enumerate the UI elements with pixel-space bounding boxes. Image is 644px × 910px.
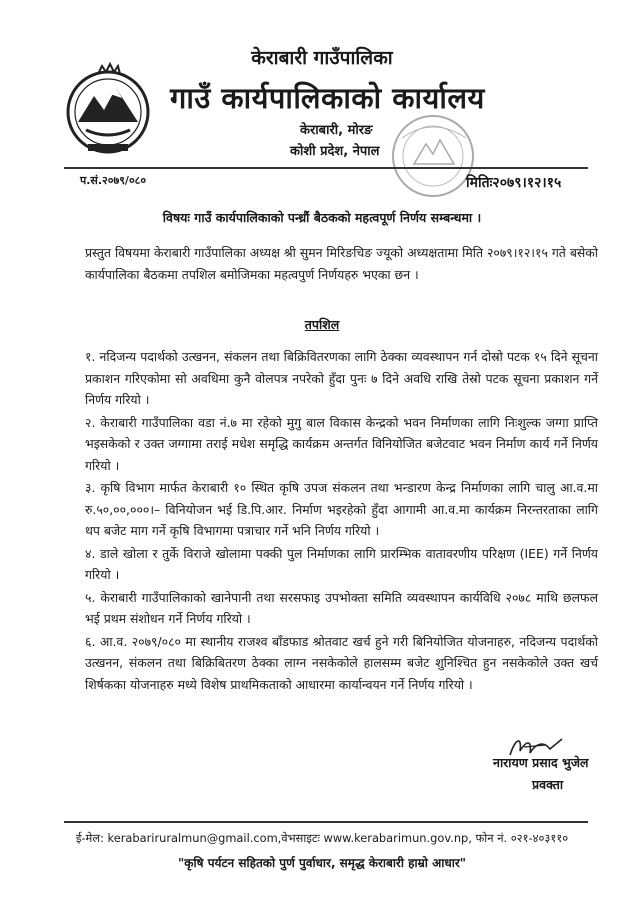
address-line-2: कोशी प्रदेश, नेपाल [290, 144, 380, 159]
office-title: गाउँ कार्यपालिकाको कार्यालय [170, 81, 485, 115]
decision-item: २. केराबारी गाउँपालिका वडा नं.७ मा रहेको मुगु बाल विकास केन्द्रको भवन निर्माणका लागि निःशुल्क जग्गा प्राप्ति भइसकेको र उक्त जग्गामा तराई मधेश समृद्धि कार्यक्रम अन्तर्गत विनियोजित बजेटवाट भवन निर्माण कार्य गर्ने निर्णय गरियो । [85, 414, 598, 473]
header-divider [64, 167, 588, 169]
address-line-1: केराबारी, मोरङ [300, 123, 373, 138]
footer-divider [64, 821, 588, 823]
decision-item: ५. केराबारी गाउँपालिकाको खानेपानी तथा सरसफाइ उपभोक्ता समिति व्यवस्थापन कार्यविधि २०७८ माथि छलफल भई प्रथम संशोधन गर्ने निर्णय गरियो । [85, 589, 598, 626]
section-heading: तपशिल [304, 317, 340, 332]
contact-info: ई-मेल: kerabariruralmun@gmail.com,वेभसाइटः www.kerabarimun.gov.np, फोन नं. ०२१-४०३११० [75, 831, 569, 845]
footer-slogan: "कृषि पर्यटन सहितको पुर्ण पुर्वाधार, समृद्ध केराबारी हाम्रो आधार" [178, 856, 466, 870]
signatory-name: नारायण प्रसाद भुजेल [493, 755, 589, 770]
decision-item: ६. आ.व. २०७९/०८० मा स्थानीय राजश्व बाँडफाड श्रोतवाट खर्च हुने गरी बिनियोजित योजनाहरु, नदिजन्य पदार्थको उत्खनन, संकलन तथा बिक्रिबितरण ठेक्का लाग्न नसकेकोले हालसम्म बजेट शुनिश्चित हुन नसकेकोले उक्त खर्च शिर्षकका योजनाहरु मध्ये विशेष प्राथमिकताको आधारमा कार्यान्वयन गर्ने निर्णय गरियो । [85, 633, 598, 692]
decision-item: १. नदिजन्य पदार्थको उत्खनन, संकलन तथा बिक्रिवितरणका लागि ठेक्का व्यवस्थापन गर्न दोस्रो पटक १५ दिने सूचना प्रकाशन गरिएकोमा सो अवधिमा कुनै वोलपत्र नपरेको हुँदा पुनः ७ दिने अवधि राखि तेस्रो पटक सूचना प्रकाशन गर्ने निर्णय गरियो । [85, 349, 598, 407]
subject-line: विषयः गाउँ कार्यपालिकाको पन्ध्रौं बैठकको महत्वपूर्ण निर्णय सम्बन्धमा । [162, 210, 482, 225]
signatory-role: प्रवक्ता [532, 777, 564, 792]
municipality-name: केराबारी गाउँपालिका [251, 47, 393, 69]
intro-paragraph: प्रस्तुत विषयमा केराबारी गाउँपालिका अध्यक्ष श्री सुमन मिरिङचिङ ज्यूको अध्यक्षतामा मिति २०७९।१२।१५ गते बसेको कार्यपालिका बैठकमा तपशिल बमोजिमका महत्वपुर्ण निर्णयहरु भएका छन । [85, 245, 598, 282]
decision-list [85, 346, 598, 696]
letter-date: मितिः२०७९।१२।१५ [466, 175, 562, 191]
decision-item: ४. डाले खोला र तुर्के विराजे खोलामा पक्की पुल निर्माणका लागि प्रारम्भिक वातावरणीय परिक्षण (IEE) गर्ने निर्णय गरियो । [85, 545, 598, 582]
decision-item: ३. कृषि विभाग मार्फत केराबारी १० स्थित कृषि उपज संकलन तथा भन्डारण केन्द्र निर्माणका लागि चालु आ.व.मा रु.५०,००,०००।– विनियोजन भई डि.पि.आर. निर्माण भइरहेको हुँदा आगामी आ.व.मा कार्यक्रम निरन्तरताका लागि थप बजेट माग गर्ने कृषि विभागमा पत्राचार गर्ने भनि निर्णय गरियो । [85, 480, 598, 538]
nepal-government-emblem-icon [58, 60, 158, 160]
reference-number: प.सं.२०७९/०८० [80, 174, 147, 187]
